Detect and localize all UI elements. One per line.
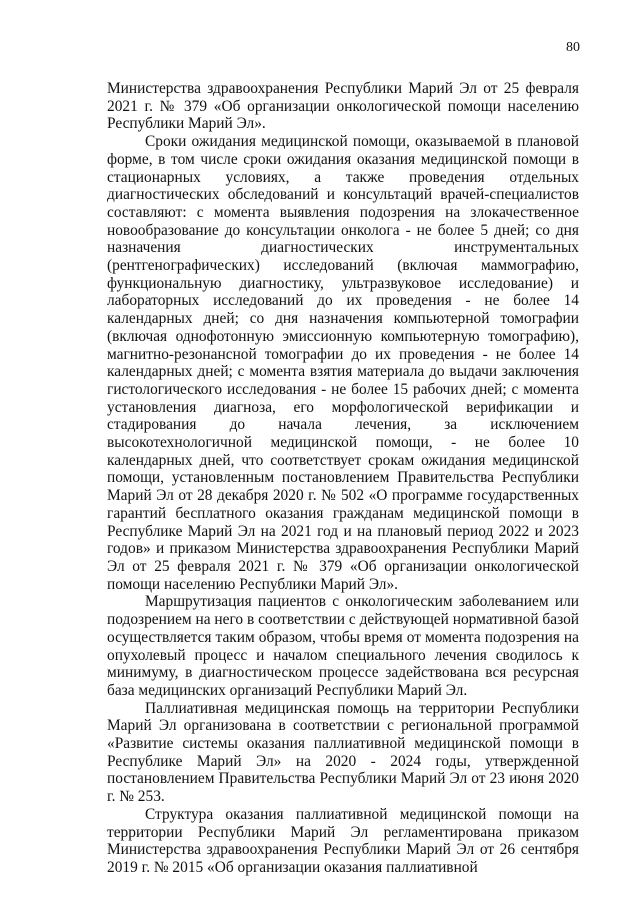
paragraph: Маршрутизация пациентов с онкологическим заболеванием или подозрением на него в соответствии с действующей нормативной базой осуществляется таким образом, чтобы время от момента подозрения на опухолевый процесс и началом специального лечения сводилось к минимуму, в диагностическом процессе задействована вся ресурсная база медицинских организаций Республики Марий Эл. [107,593,580,699]
paragraph: Структура оказания паллиативной медицинской помощи на территории Республики Марий Эл регламентирована приказом Министерства здравоохранения Республики Марий Эл от 26 сентября 2019 г. № 2015 «Об организации оказания паллиативной [107,805,579,876]
paragraph: Сроки ожидания медицинской помощи, оказываемой в плановой форме, в том числе сроки ожидания оказания медицинской помощи в стационарных условиях, а также проведения отдельных диагностических обследований и консультаций врачей-специалистов составляют: с момента выявления подозрения на злокачественное новообразование до консультации онколога - не более 5 дней; со дня назначения диагностических инструментальных (рентгенографических) исследований (включая маммографию, функциональную диагностику, ультразвуковое исследование) и лабораторных исследований до их проведения - не более 14 календарных дней; со дня назначения компьютерной томографии (включая однофотонную эмиссионную компьютерную томографию), магнитно-резонансной томографии до их проведения - не более 14 календарных дней; с момента взятия материала до выдачи заключения гистологического исследования - не более 15 рабочих дней; с момента установления диагноза, его морфологической верификации и стадирования до начала лечения, за исключением высокотехнологичной медицинской помощи, - не более 10 календарных дней, что соответствует срокам ожидания медицинской помощи, установленным постановлением Правительства Республики Марий Эл от 28 декабря 2020 г. № 502 «О программе государственных гарантий бесплатного оказания гражданам медицинской помощи в Республике Марий Эл на 2021 год и на плановый период 2022 и 2023 годов» и приказом Министерства здравоохранения Республики Марий Эл от 25 февраля 2021 г. № 379 «Об организации онкологической помощи населению Республики Марий Эл». [107,133,579,593]
paragraph: Министерства здравоохранения Республики Марий Эл от 25 февраля 2021 г. № 379 «Об организации онкологической помощи населению Республики Марий Эл». [107,80,579,133]
document-body [107,80,579,877]
page-number: 80 [566,40,580,55]
paragraph: Паллиативная медицинская помощь на территории Республики Марий Эл организована в соответствии с региональной программой «Развитие системы оказания паллиативной медицинской помощи в Республике Марий Эл» на 2020 - 2024 годы, утвержденной постановлением Правительства Республики Марий Эл от 23 июня 2020 г. № 253. [107,699,579,806]
